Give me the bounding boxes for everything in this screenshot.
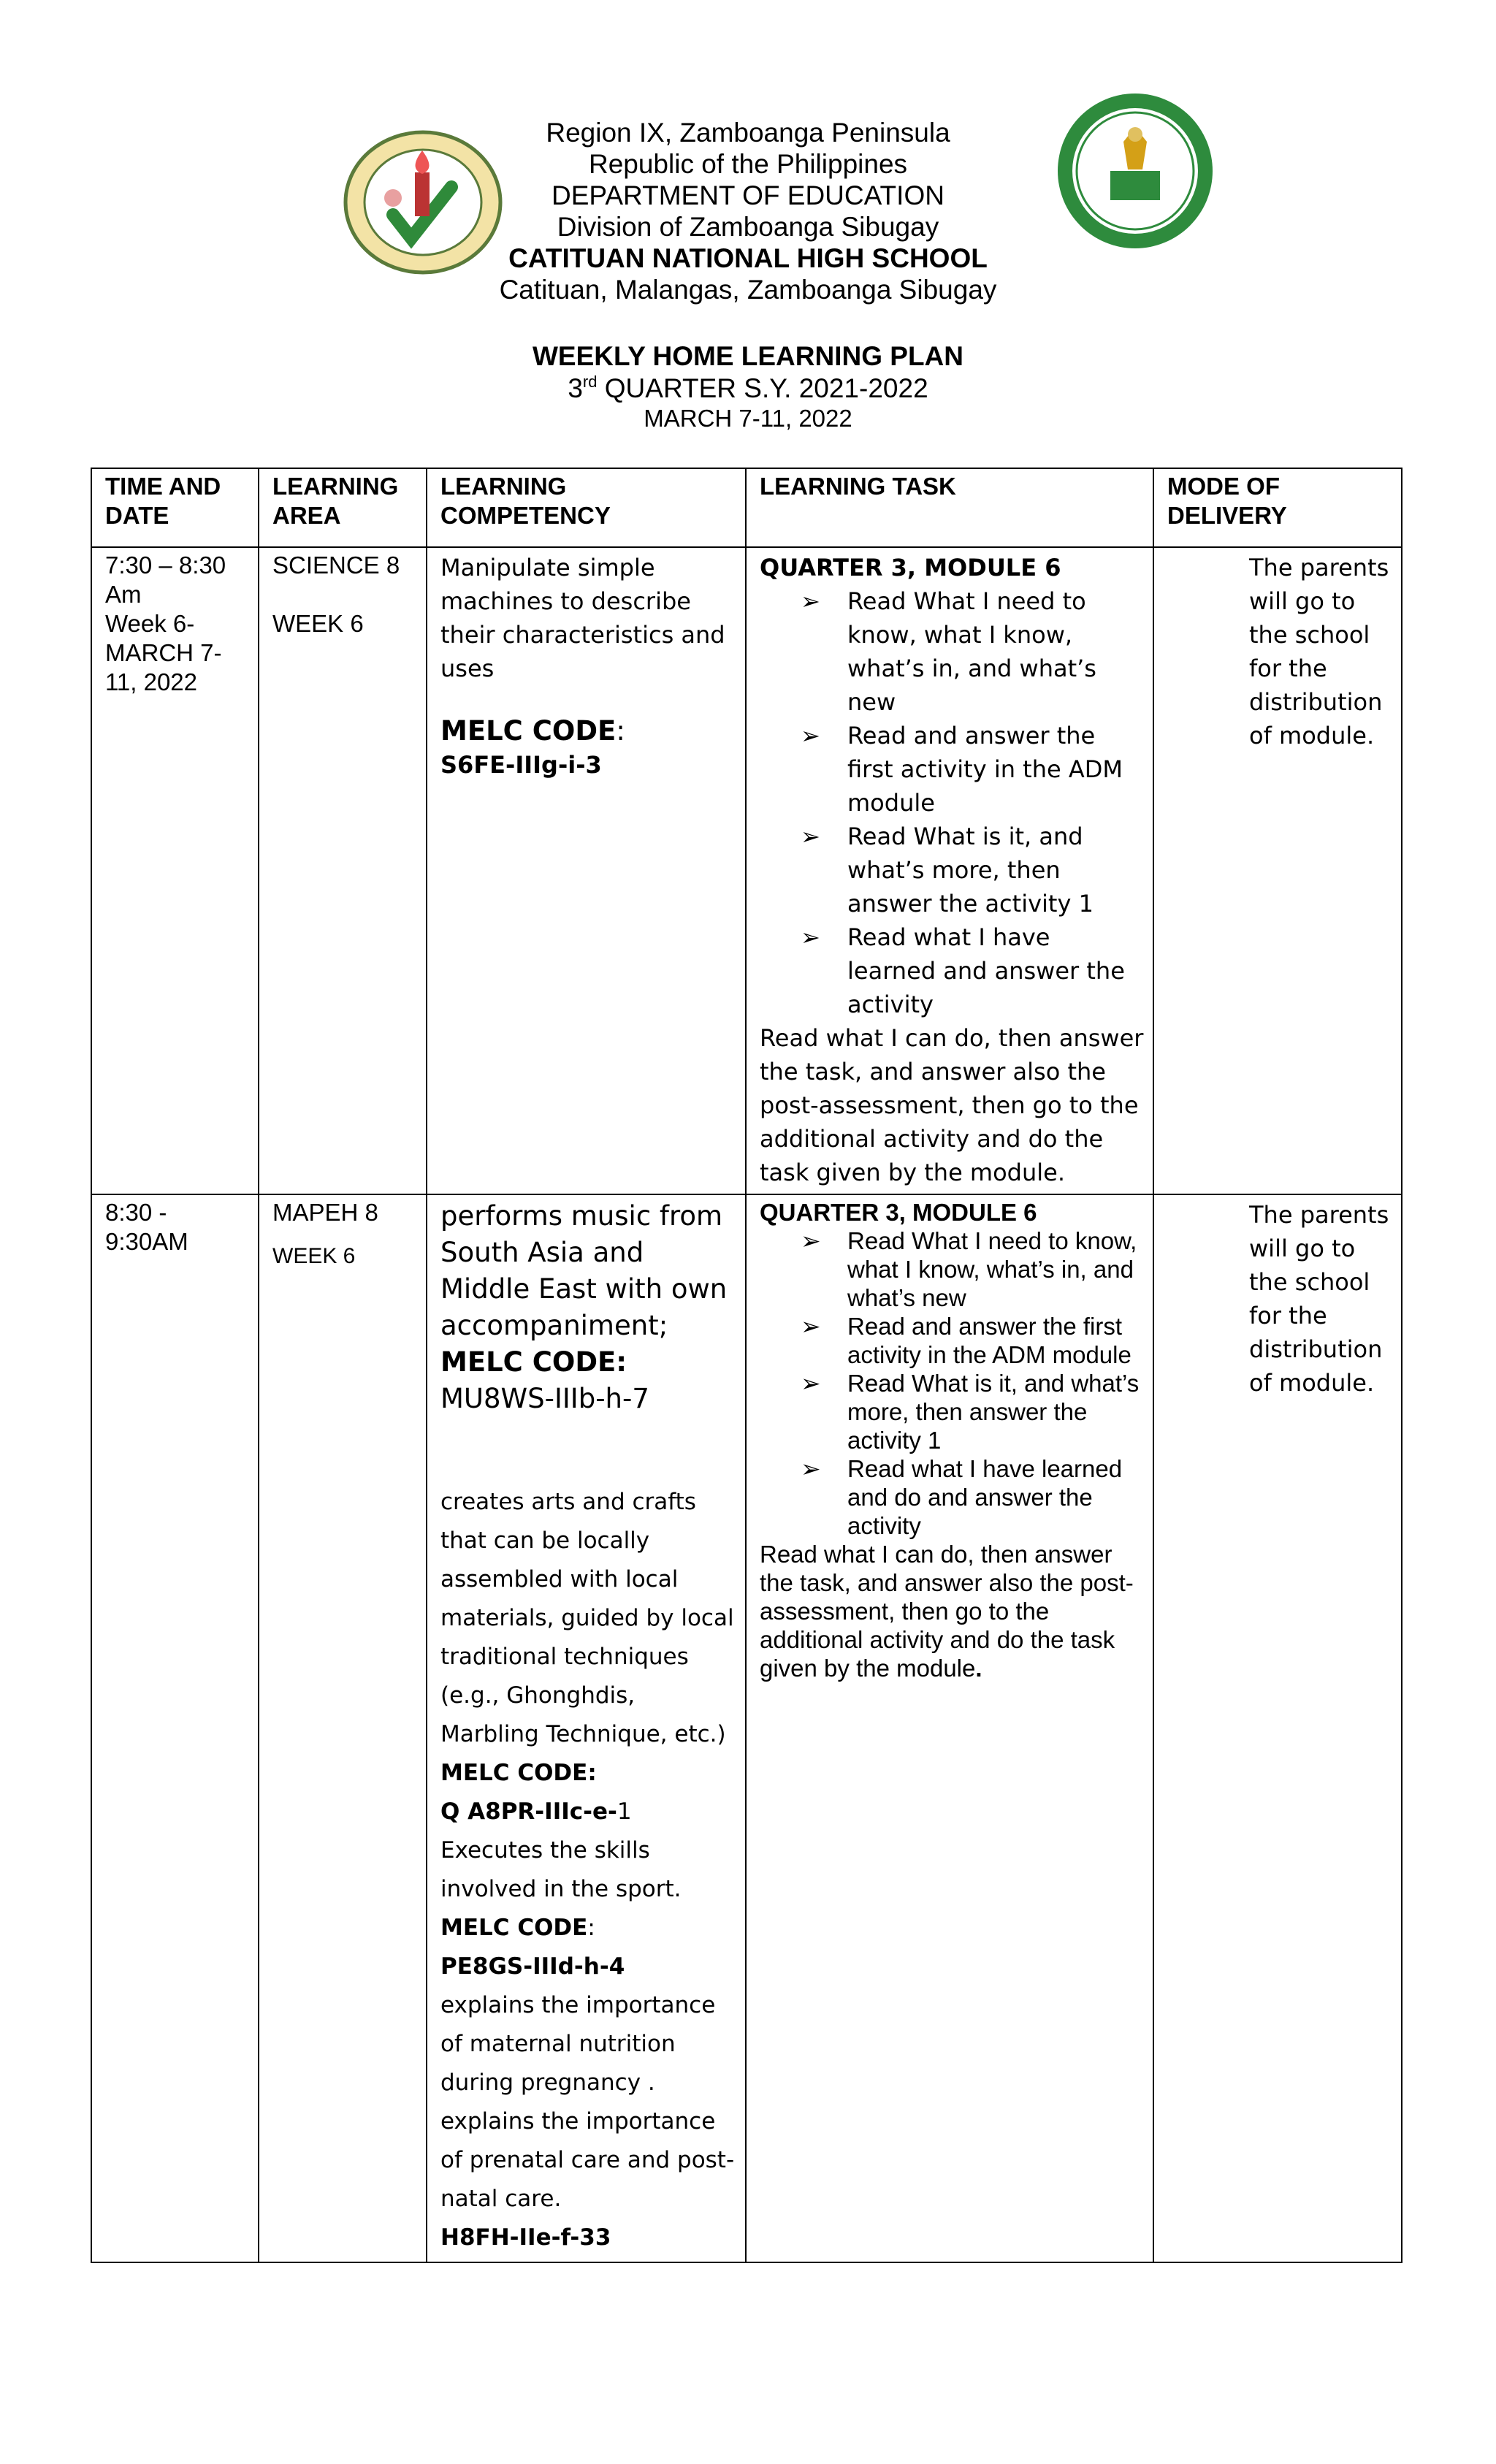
quarter-ordinal: rd	[582, 373, 598, 391]
school-address: Catituan, Malangas, Zamboanga Sibugay	[499, 275, 997, 305]
task-list	[760, 1227, 1145, 1540]
region-text: Region IX, Zamboanga Peninsula	[546, 118, 950, 148]
competency-text: Manipulate simple machines to describe their characteristics and uses	[440, 554, 725, 682]
melc-label-bold: MELC CODE	[440, 715, 617, 747]
task-item-text: Read What I need to know, what I know, what’s in, and what’s new	[847, 1227, 1137, 1311]
arts-melc-code-tail: 1	[617, 1799, 632, 1825]
task-cell	[746, 1194, 1153, 2262]
health-melc-code: H8FH-IIe-f-33	[440, 2224, 611, 2251]
header-learning-task: LEARNING TASK	[746, 468, 1153, 547]
quarter-number: 3	[568, 373, 583, 403]
header-time-date: TIME AND DATE	[91, 468, 259, 547]
plan-title: WEEKLY HOME LEARNING PLAN	[533, 341, 963, 371]
subject-week: WEEK 6	[272, 610, 364, 637]
arrow-bullet-icon: ➢	[801, 587, 820, 615]
header-mode-of-delivery: MODE OF DELIVERY	[1153, 468, 1402, 547]
list-item	[801, 920, 1145, 1021]
task-item-text: Read what I have learned and do and answer the activity	[847, 1455, 1123, 1539]
music-competency: performs music from South Asia and Middle East with own accompaniment;	[440, 1200, 728, 1341]
task-item-text: Read and answer the first activity in the ADM module	[847, 1313, 1131, 1368]
task-item-text: Read What is it, and what’s more, then answer the activity 1	[847, 823, 1094, 918]
table-row	[91, 547, 1402, 1194]
task-title: QUARTER 3, MODULE 6	[760, 554, 1061, 581]
time-date-cell	[91, 547, 259, 1194]
mode-of-delivery-cell	[1153, 1194, 1402, 2262]
task-instructions	[760, 1540, 1145, 1682]
list-item	[801, 719, 1145, 820]
time-date-cell	[91, 1194, 259, 2262]
learning-area-cell	[259, 547, 427, 1194]
subject-name: SCIENCE 8	[272, 552, 400, 579]
task-item-text: Read what I have learned and answer the activity	[847, 923, 1125, 1018]
header-learning-area: LEARNING AREA	[259, 468, 427, 547]
health-competency-2: explains the importance of prenatal care and post-natal care.	[440, 2108, 735, 2212]
time-slot: 7:30 – 8:30 Am	[105, 552, 226, 608]
list-item	[801, 820, 1145, 920]
competency-cell	[427, 1194, 746, 2262]
melc-code-label	[440, 714, 738, 748]
task-instructions: Read what I can do, then answer the task, and answer also the post-assessment, then go to the additional activity and do the task given by the module.	[760, 1024, 1144, 1186]
list-item	[801, 1312, 1145, 1369]
delivery-text: The parents will go to the school for the distribution of module.	[1249, 554, 1389, 750]
melc-colon: :	[616, 715, 625, 747]
health-competency-1: explains the importance of maternal nutrition during pregnancy .	[440, 1992, 716, 2096]
arts-melc-label: MELC CODE:	[440, 1760, 597, 1786]
plan-heading	[0, 340, 1496, 433]
arrow-bullet-icon: ➢	[801, 1227, 821, 1254]
learning-plan-table	[91, 468, 1402, 2263]
subject-name: MAPEH 8	[272, 1199, 378, 1226]
table-header-row	[91, 468, 1402, 547]
table-row	[91, 1194, 1402, 2262]
list-item	[801, 1227, 1145, 1312]
division-text: Division of Zamboanga Sibugay	[557, 212, 939, 242]
arts-melc-code	[440, 1793, 738, 1831]
arrow-bullet-icon: ➢	[801, 823, 820, 850]
school-header	[0, 117, 1496, 305]
school-name: CATITUAN NATIONAL HIGH SCHOOL	[508, 243, 988, 273]
header-learning-competency: LEARNING COMPETENCY	[427, 468, 746, 547]
list-item	[801, 584, 1145, 719]
arrow-bullet-icon: ➢	[801, 1370, 821, 1397]
task-item-text: Read What is it, and what’s more, then answer the activity 1	[847, 1370, 1140, 1454]
task-item-text: Read What I need to know, what I know, what’s in, and what’s new	[847, 587, 1096, 716]
task-item-text: Read and answer the first activity in the ADM module	[847, 722, 1123, 817]
pe-melc-label	[440, 1909, 738, 1948]
arrow-bullet-icon: ➢	[801, 1313, 821, 1340]
arts-melc-code-bold: Q A8PR-IIIc-e-	[440, 1799, 617, 1825]
list-item	[801, 1369, 1145, 1454]
mode-of-delivery-cell	[1153, 547, 1402, 1194]
task-instructions-period: .	[975, 1655, 982, 1682]
list-item	[801, 1454, 1145, 1540]
task-title: QUARTER 3, MODULE 6	[760, 1199, 1037, 1226]
music-melc-label: MELC CODE:	[440, 1346, 627, 1378]
subject-week: WEEK 6	[272, 1244, 356, 1268]
task-list	[760, 584, 1145, 1021]
time-slot: 8:30 - 9:30AM	[105, 1199, 188, 1255]
quarter-school-year: QUARTER S.Y. 2021-2022	[597, 373, 928, 403]
task-cell	[746, 547, 1153, 1194]
pe-melc-code: PE8GS-IIId-h-4	[440, 1953, 625, 1980]
republic-text: Republic of the Philippines	[588, 149, 908, 179]
department-text: DEPARTMENT OF EDUCATION	[552, 180, 944, 210]
plan-dates: MARCH 7-11, 2022	[644, 405, 852, 432]
pe-melc-label-bold: MELC CODE	[440, 1915, 588, 1941]
competency-cell	[427, 547, 746, 1194]
arrow-bullet-icon: ➢	[801, 722, 820, 750]
arts-competency: creates arts and crafts that can be locally assembled with local materials, guided by local traditional techniques (e.g., Ghonghdis, Marbling Technique, etc.)	[440, 1489, 734, 1747]
melc-code: S6FE-IIIg-i-3	[440, 751, 602, 779]
plan-quarter	[0, 373, 1496, 404]
learning-area-cell	[259, 1194, 427, 2262]
arrow-bullet-icon: ➢	[801, 1455, 821, 1482]
week-date: Week 6- MARCH 7-11, 2022	[105, 610, 222, 695]
pe-melc-colon: :	[587, 1915, 595, 1941]
arrow-bullet-icon: ➢	[801, 923, 820, 951]
delivery-text: The parents will go to the school for the distribution of module.	[1249, 1201, 1389, 1397]
pe-competency: Executes the skills involved in the sport.	[440, 1837, 682, 1902]
music-melc-code: MU8WS-IIIb-h-7	[440, 1383, 649, 1414]
task-instructions-text: Read what I can do, then answer the task, and answer also the post-assessment, then go to the additional activity and do the task given by the module	[760, 1541, 1134, 1682]
